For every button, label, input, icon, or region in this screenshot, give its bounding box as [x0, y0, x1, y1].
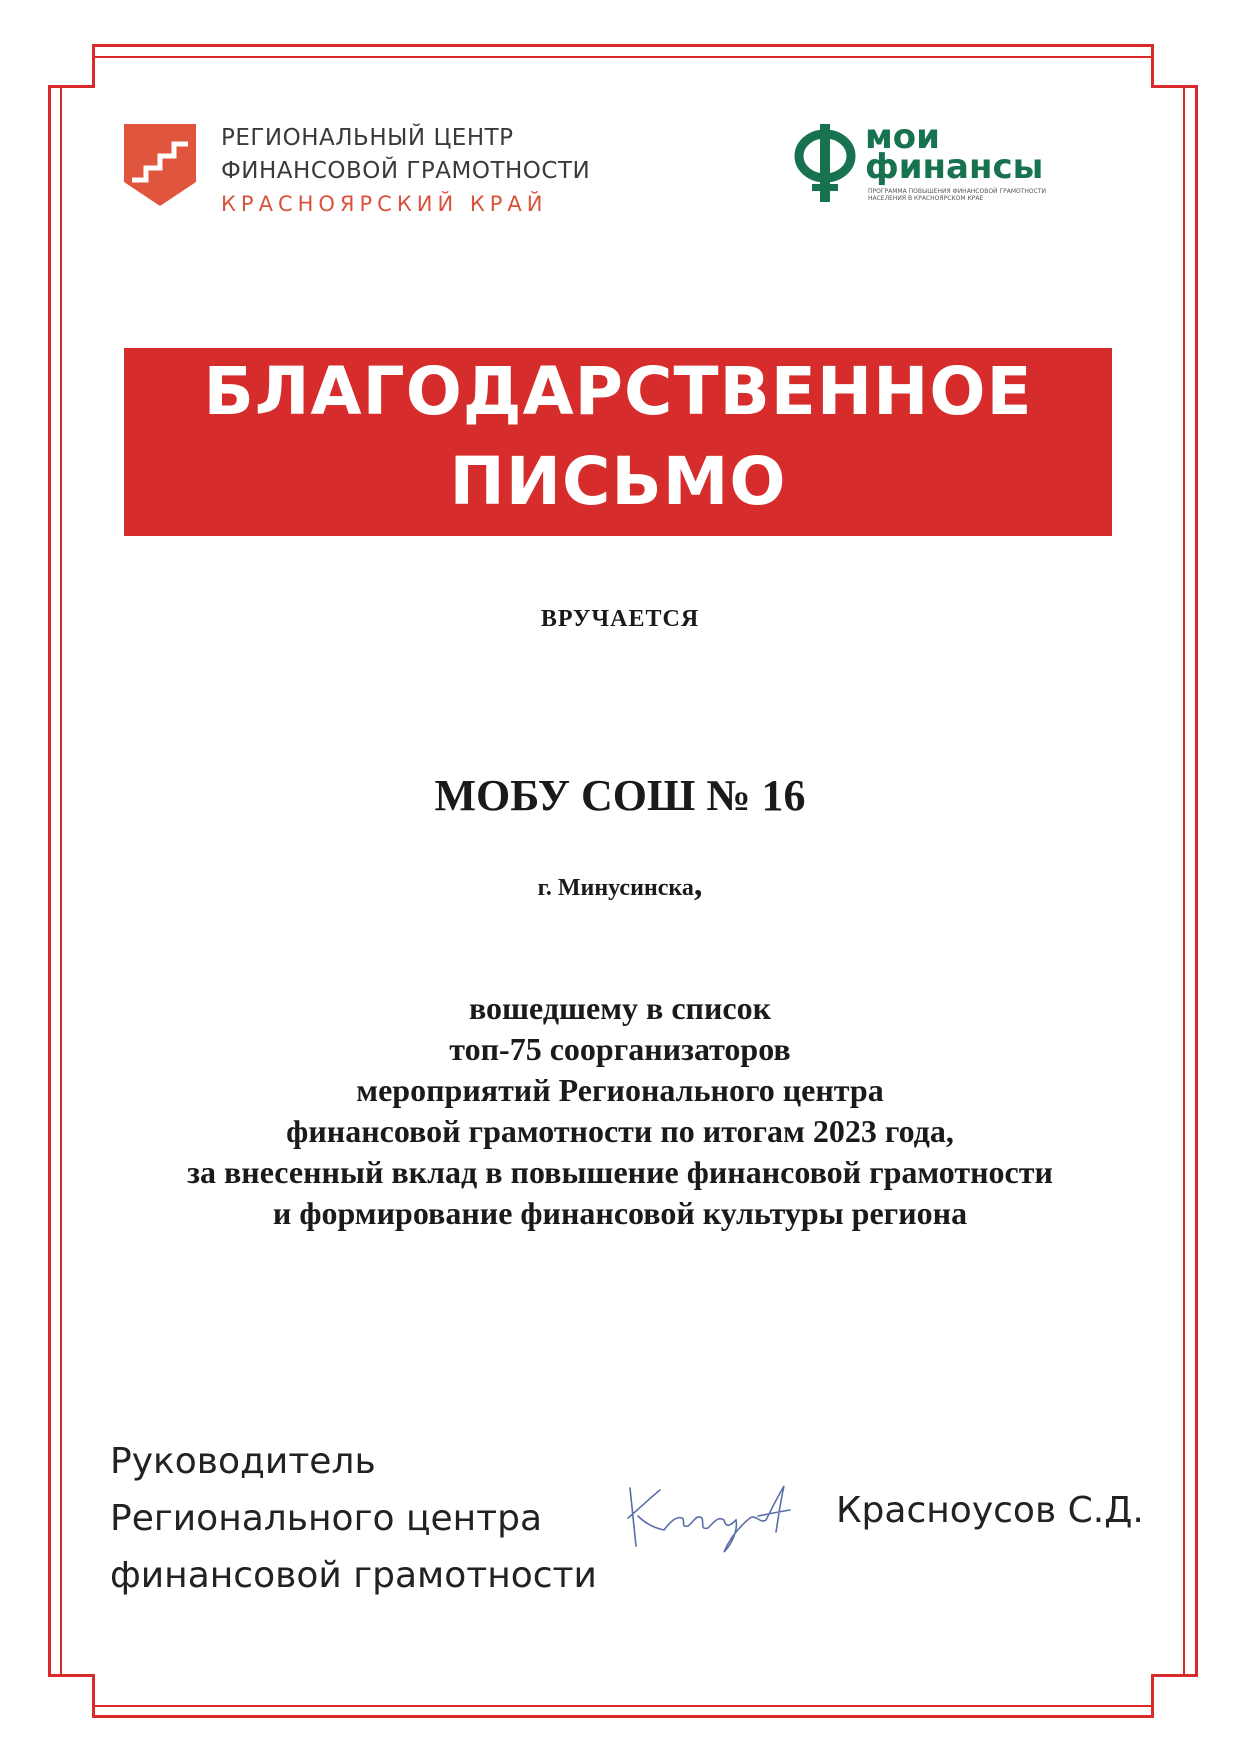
logo-word-finansy: финансы	[865, 147, 1044, 187]
reason-line: топ-75 соорганизаторов	[449, 1031, 791, 1067]
signatory-title	[110, 1433, 597, 1604]
reason-line: и формирование финансовой культуры региона	[272, 1195, 968, 1231]
handwritten-signature	[620, 1468, 800, 1558]
reason-line: мероприятий Регионального центра	[356, 1072, 884, 1108]
title-line-2: ПИСЬМО	[449, 443, 787, 520]
regional-center-logo	[124, 122, 644, 216]
title-banner	[124, 348, 1112, 536]
signatory-title-line: Руководитель	[110, 1441, 376, 1482]
city-text: г. Минусинска	[537, 875, 694, 901]
recipient-name: МОБУ СОШ № 16	[434, 771, 806, 820]
city-comma: ,	[693, 866, 703, 903]
recipient-city	[0, 866, 1240, 904]
title-line-1: БЛАГОДАРСТВЕННОЕ	[203, 353, 1033, 430]
ruble-phi-icon	[790, 122, 860, 204]
signatory-name: Красноусов С.Д.	[836, 1490, 1144, 1531]
signatory-title-line: финансовой грамотности	[110, 1555, 597, 1596]
logo-line-2: ФИНАНСОВОЙ ГРАМОТНОСТИ	[221, 158, 591, 184]
reason-line: за внесенный вклад в повышение финансовой грамотности	[187, 1154, 1053, 1190]
logo-line-3: КРАСНОЯРСКИЙ КРАЙ	[221, 192, 548, 216]
shield-stairs-icon	[124, 124, 196, 206]
logo-subtitle: ПРОГРАММА ПОВЫШЕНИЯ ФИНАНСОВОЙ ГРАМОТНОСТИ НАСЕЛЕНИЯ В КРАСНОЯРСКОМ КРАЕ	[868, 188, 1046, 202]
reason-line: вошедшему в список	[468, 990, 772, 1026]
award-reason	[0, 988, 1240, 1234]
logo-line-1: РЕГИОНАЛЬНЫЙ ЦЕНТР	[221, 125, 514, 151]
awarded-label: ВРУЧАЕТСЯ	[540, 606, 700, 632]
signatory-title-line: Регионального центра	[110, 1498, 543, 1539]
moi-finansy-logo	[790, 117, 1090, 210]
logo-word-moi: мои	[865, 117, 940, 157]
reason-line: финансовой грамотности по итогам 2023 года,	[286, 1113, 954, 1149]
